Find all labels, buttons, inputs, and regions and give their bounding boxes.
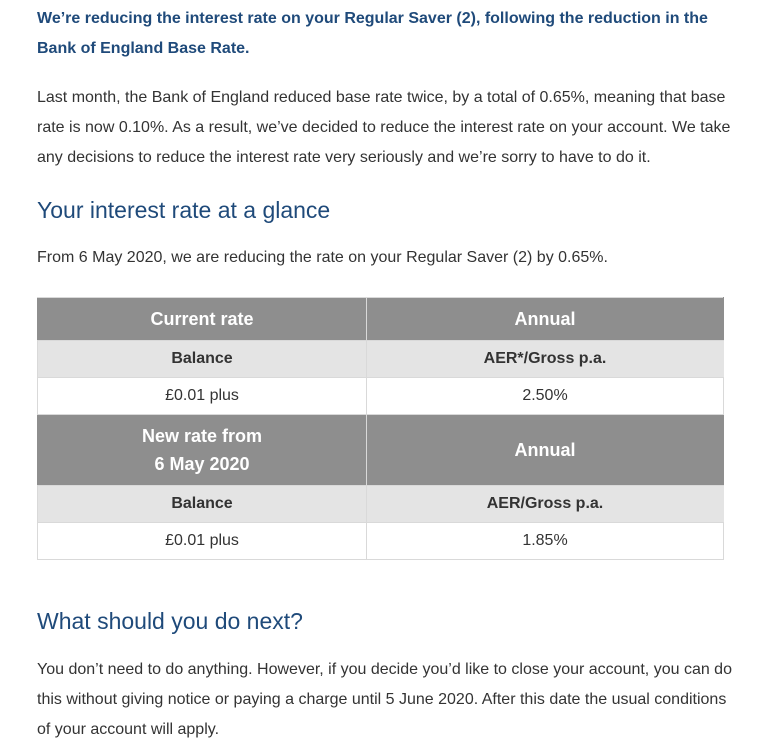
current-balance-value: £0.01 plus [38,378,367,415]
new-rate-header-line2: 6 May 2020 [154,454,250,474]
new-rate-header-line1: New rate from [141,426,263,446]
intro-paragraph: Last month, the Bank of England reduced base rate twice, by a total of 0.65%, meaning that base rate is now 0.10%. As a result, we’ve decided to reduce the interest rate on your account. We take any decisions to reduce the interest rate very seriously and we’re sorry to have to do it. [37,89,731,166]
current-balance-label: Balance [38,341,367,378]
current-aer-label: AER*/Gross p.a. [367,341,724,378]
next-steps-heading: What should you do next? [37,608,303,634]
new-rate-value: 1.85% [367,523,724,560]
new-rate-header-row [38,415,724,486]
rate-glance-paragraph: From 6 May 2020, we are reducing the rate on your Regular Saver (2) by 0.65%. [37,249,608,266]
current-rate-header: Current rate [38,298,367,341]
current-annual-header: Annual [367,298,724,341]
next-steps-paragraph: You don’t need to do anything. However, if you decide you’d like to close your account, you can do this without giving notice or paying a charge until 5 June 2020. After this date the usual conditions of your account will apply. [37,661,732,738]
new-rate-header [38,415,367,486]
current-rate-header-row [38,298,724,341]
new-subheader-row [38,486,724,523]
new-balance-label: Balance [38,486,367,523]
current-value-row [38,378,724,415]
new-aer-label: AER/Gross p.a. [367,486,724,523]
current-rate-value: 2.50% [367,378,724,415]
new-annual-header: Annual [367,415,724,486]
rate-glance-heading: Your interest rate at a glance [37,197,331,223]
current-subheader-row [38,341,724,378]
intro-heading: We’re reducing the interest rate on your Regular Saver (2), following the reduction in the Bank of England Base Rate. [37,10,708,57]
new-balance-value: £0.01 plus [38,523,367,560]
new-value-row [38,523,724,560]
rates-table [37,297,724,560]
